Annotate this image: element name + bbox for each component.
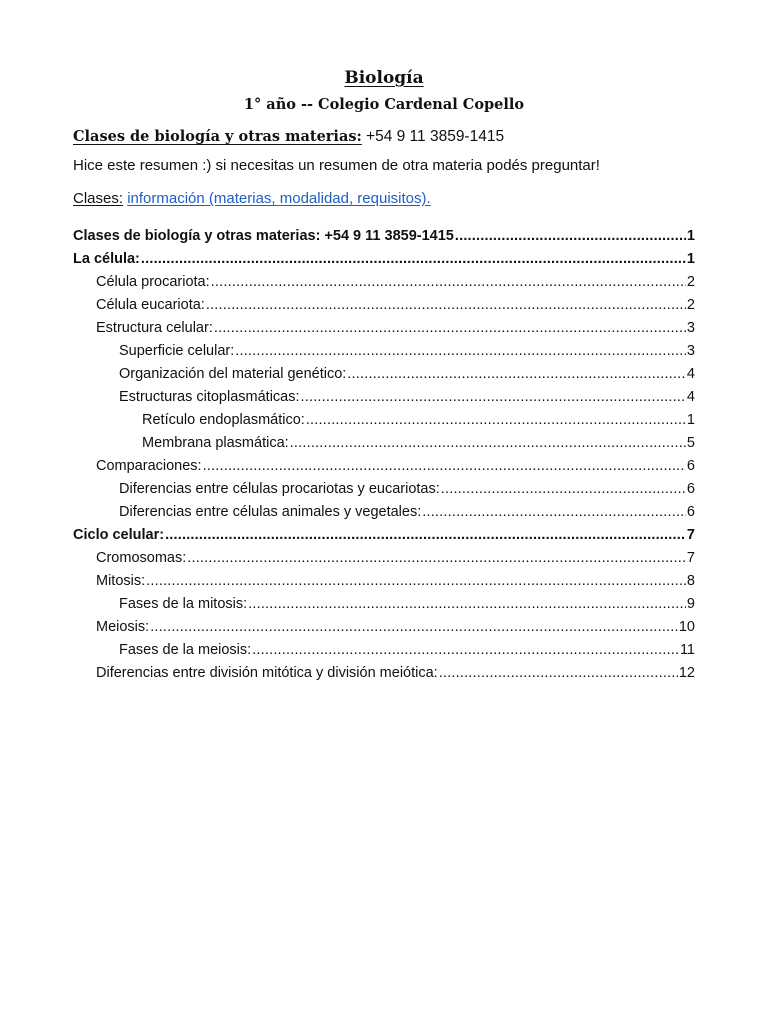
toc-dot-leader <box>422 501 686 524</box>
toc-entry-title: Diferencias entre división mitótica y división meiótica: <box>96 665 438 681</box>
toc-dot-leader <box>306 409 686 432</box>
table-of-contents <box>73 225 695 685</box>
toc-entry[interactable] <box>73 271 695 294</box>
toc-page-number: 4 <box>686 366 695 382</box>
toc-page-number: 6 <box>686 481 695 497</box>
toc-entry-title: Estructura celular: <box>96 320 213 336</box>
toc-dot-leader <box>214 317 686 340</box>
toc-page-number: 12 <box>678 665 695 681</box>
toc-entry[interactable] <box>73 547 695 570</box>
toc-dot-leader <box>146 570 686 593</box>
toc-entry[interactable] <box>73 363 695 386</box>
toc-dot-leader <box>441 478 686 501</box>
toc-entry[interactable] <box>73 570 695 593</box>
toc-page-number: 3 <box>686 320 695 336</box>
toc-dot-leader <box>141 248 686 271</box>
classes-info-link[interactable]: información (materias, modalidad, requisitos). <box>127 190 431 207</box>
toc-entry-title: Superficie celular: <box>119 343 235 359</box>
toc-entry[interactable] <box>73 662 695 685</box>
toc-dot-leader <box>211 271 686 294</box>
toc-entry[interactable] <box>73 317 695 340</box>
toc-entry[interactable] <box>73 340 695 363</box>
toc-dot-leader <box>203 455 686 478</box>
toc-dot-leader <box>150 616 678 639</box>
toc-page-number: 1 <box>686 412 695 428</box>
classes-line <box>73 190 431 207</box>
toc-page-number: 9 <box>686 596 695 612</box>
toc-entry-title: Cromosomas: <box>96 550 187 566</box>
toc-entry-title: Fases de la mitosis: <box>119 596 248 612</box>
contact-label: Clases de biología y otras materias: <box>73 128 362 145</box>
toc-page-number: 2 <box>686 297 695 313</box>
toc-entry-title: Clases de biología y otras materias: +54 9 11 3859-1415 <box>73 228 454 244</box>
toc-page-number: 5 <box>686 435 695 451</box>
toc-dot-leader <box>165 524 686 547</box>
document-title: Biología <box>344 68 424 88</box>
summary-note: Hice este resumen :) si necesitas un resumen de otra materia podés preguntar! <box>73 157 600 174</box>
toc-page-number: 8 <box>686 573 695 589</box>
toc-entry-title: Diferencias entre células animales y vegetales: <box>119 504 422 520</box>
toc-entry[interactable] <box>73 524 695 547</box>
toc-entry-title: Célula procariota: <box>96 274 210 290</box>
toc-dot-leader <box>252 639 679 662</box>
contact-phone: +54 9 11 3859-1415 <box>366 128 505 145</box>
toc-dot-leader <box>439 662 678 685</box>
toc-entry[interactable] <box>73 225 695 248</box>
toc-entry-title: Estructuras citoplasmáticas: <box>119 389 300 405</box>
toc-page-number: 1 <box>686 251 695 267</box>
toc-entry[interactable] <box>73 501 695 524</box>
toc-page-number: 7 <box>686 550 695 566</box>
toc-entry[interactable] <box>73 455 695 478</box>
toc-dot-leader <box>455 225 686 248</box>
toc-page-number: 4 <box>686 389 695 405</box>
toc-entry-title: Diferencias entre células procariotas y eucariotas: <box>119 481 440 497</box>
toc-page-number: 6 <box>686 504 695 520</box>
toc-entry-title: Célula eucariota: <box>96 297 205 313</box>
toc-entry[interactable] <box>73 432 695 455</box>
toc-entry-title: Organización del material genético: <box>119 366 347 382</box>
toc-entry[interactable] <box>73 294 695 317</box>
toc-page-number: 6 <box>686 458 695 474</box>
toc-dot-leader <box>301 386 686 409</box>
toc-entry-title: Retículo endoplasmático: <box>142 412 305 428</box>
toc-entry[interactable] <box>73 593 695 616</box>
toc-entry-title: Fases de la meiosis: <box>119 642 252 658</box>
toc-entry[interactable] <box>73 386 695 409</box>
toc-page-number: 1 <box>686 228 695 244</box>
classes-label: Clases: <box>73 190 124 207</box>
toc-entry-title: Membrana plasmática: <box>142 435 289 451</box>
toc-entry[interactable] <box>73 248 695 271</box>
toc-page-number: 3 <box>686 343 695 359</box>
toc-entry[interactable] <box>73 639 695 662</box>
toc-dot-leader <box>206 294 686 317</box>
toc-dot-leader <box>347 363 686 386</box>
toc-dot-leader <box>290 432 686 455</box>
toc-dot-leader <box>248 593 686 616</box>
contact-line <box>73 128 504 146</box>
toc-dot-leader <box>187 547 686 570</box>
document-subtitle: 1° año -- Colegio Cardenal Copello <box>243 96 525 113</box>
toc-entry-title: Comparaciones: <box>96 458 202 474</box>
toc-page-number: 11 <box>679 642 695 658</box>
toc-entry-title: Ciclo celular: <box>73 527 165 543</box>
toc-page-number: 10 <box>678 619 695 635</box>
toc-entry[interactable] <box>73 616 695 639</box>
toc-entry-title: Mitosis: <box>96 573 146 589</box>
toc-entry[interactable] <box>73 409 695 432</box>
toc-dot-leader <box>235 340 686 363</box>
toc-page-number: 7 <box>686 527 695 543</box>
toc-entry-title: Meiosis: <box>96 619 150 635</box>
toc-entry-title: La célula: <box>73 251 140 267</box>
toc-entry[interactable] <box>73 478 695 501</box>
toc-page-number: 2 <box>686 274 695 290</box>
